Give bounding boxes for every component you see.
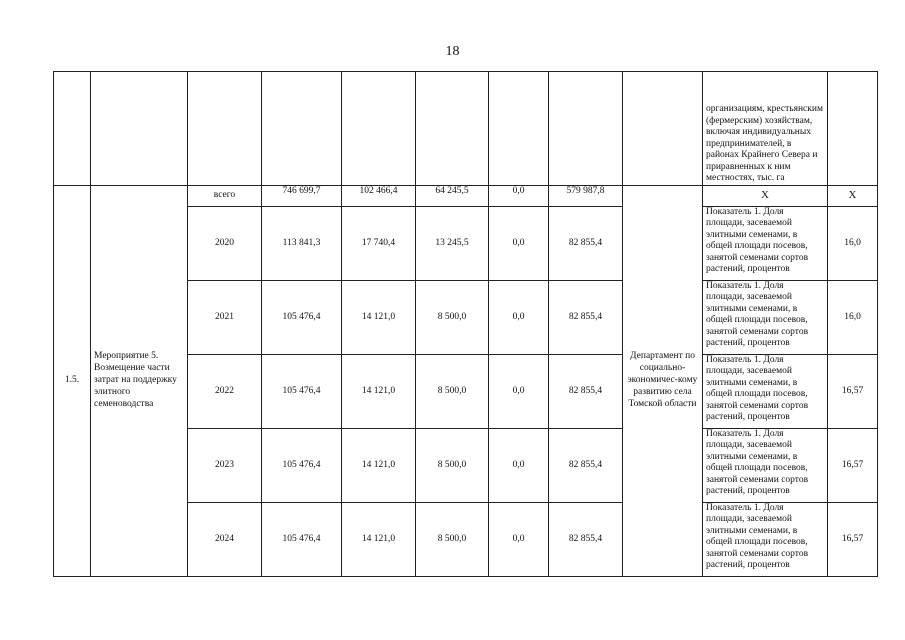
total-cell: 105 476,4 [262,429,342,503]
other-cell: 82 855,4 [549,281,623,355]
regional-cell: 8 500,0 [416,355,489,429]
total-cell: 105 476,4 [262,355,342,429]
activity-number: 1.5. [54,186,91,577]
table-row [54,186,878,207]
regional-cell: 8 500,0 [416,281,489,355]
value-cell: 16,57 [828,355,878,429]
local-cell: 0,0 [489,355,549,429]
local-cell: 0,0 [489,186,549,207]
regional-cell: 13 245,5 [416,207,489,281]
cont-period-cell [188,72,262,186]
cont-local-cell [489,72,549,186]
other-cell: 579 987,8 [549,186,623,207]
total-cell: 105 476,4 [262,503,342,577]
period-cell: 2022 [188,355,262,429]
cont-other-cell [549,72,623,186]
total-cell: 746 699,7 [262,186,342,207]
local-cell: 0,0 [489,281,549,355]
indicator-cell: Показатель 1. Доля площади, засеваемой элитными семенами, в общей площади посевов, занятой семенами сортов растений, процентов [703,503,828,577]
federal-cell: 14 121,0 [342,429,416,503]
other-cell: 82 855,4 [549,429,623,503]
value-cell: 16,0 [828,207,878,281]
indicator-cell: Показатель 1. Доля площади, засеваемой элитными семенами, в общей площади посевов, занятой семенами сортов растений, процентов [703,281,828,355]
local-cell: 0,0 [489,503,549,577]
executor-cell: Департамент по социально-экономичес-кому развитию села Томской области [623,186,703,577]
value-cell: X [828,186,878,207]
period-cell: 2020 [188,207,262,281]
federal-cell: 102 466,4 [342,186,416,207]
cont-federal-cell [342,72,416,186]
value-cell: 16,0 [828,281,878,355]
cont-regional-cell [416,72,489,186]
regional-cell: 8 500,0 [416,429,489,503]
activity-name: Мероприятие 5. Возмещение части затрат на поддержку элитного семеноводства [91,186,188,577]
period-cell: всего [188,186,262,207]
cont-indicator-cell: организациям, крестьянским (фермерским) хозяйствам, включая индивидуальных предпринимателей, в районах Крайнего Севера и приравненных к ним местностях, тыс. га [703,72,828,186]
cont-number-cell [54,72,91,186]
value-cell: 16,57 [828,503,878,577]
cont-value-cell [828,72,878,186]
page-number: 18 [445,44,460,59]
program-table [53,71,878,577]
regional-cell: 64 245,5 [416,186,489,207]
period-cell: 2023 [188,429,262,503]
value-cell: 16,57 [828,429,878,503]
regional-cell: 8 500,0 [416,503,489,577]
federal-cell: 14 121,0 [342,355,416,429]
indicator-cell: Показатель 1. Доля площади, засеваемой элитными семенами, в общей площади посевов, занятой семенами сортов растений, процентов [703,355,828,429]
total-cell: 113 841,3 [262,207,342,281]
period-cell: 2024 [188,503,262,577]
other-cell: 82 855,4 [549,207,623,281]
cont-executor-cell [623,72,703,186]
local-cell: 0,0 [489,207,549,281]
indicator-cell: Показатель 1. Доля площади, засеваемой элитными семенами, в общей площади посевов, занятой семенами сортов растений, процентов [703,429,828,503]
indicator-cell: Показатель 1. Доля площади, засеваемой элитными семенами, в общей площади посевов, занятой семенами сортов растений, процентов [703,207,828,281]
other-cell: 82 855,4 [549,355,623,429]
period-cell: 2021 [188,281,262,355]
federal-cell: 17 740,4 [342,207,416,281]
federal-cell: 14 121,0 [342,503,416,577]
local-cell: 0,0 [489,429,549,503]
federal-cell: 14 121,0 [342,281,416,355]
continued-row [54,72,878,186]
cont-name-cell [91,72,188,186]
total-cell: 105 476,4 [262,281,342,355]
cont-total-cell [262,72,342,186]
other-cell: 82 855,4 [549,503,623,577]
indicator-cell: X [703,186,828,207]
